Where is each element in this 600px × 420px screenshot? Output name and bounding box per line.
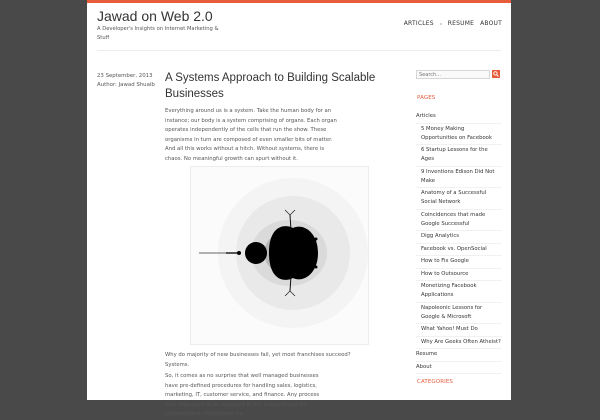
search-input[interactable] bbox=[416, 70, 490, 79]
pages-list bbox=[416, 111, 502, 374]
sidebar-page-link[interactable]: 9 Inventions Edison Did Not Make bbox=[416, 167, 502, 189]
top-accent-bar bbox=[87, 0, 511, 3]
post-paragraph: So, it comes as no surprise that well managed businesses have pre-defined procedures for handling sales, logistics, marketing, IT, customer service, and finance. Any process that may need to be repeated in the future should be systematized. Procedures are bbox=[165, 373, 320, 417]
search-form bbox=[416, 70, 500, 79]
sidebar-page-link[interactable]: How to Outsource bbox=[416, 269, 502, 282]
post-author[interactable]: Author: Jawad Shuaib bbox=[97, 82, 155, 88]
main-nav bbox=[404, 20, 502, 27]
sidebar-page-link[interactable]: Facebook vs. OpenSocial bbox=[416, 244, 502, 257]
header-divider bbox=[97, 50, 501, 51]
post-date: 23 September, 2013 bbox=[97, 73, 153, 79]
nav-resume[interactable]: RESUME bbox=[447, 20, 475, 27]
post-paragraph: Why do majority of new businesses fail, yet most franchises succeed? Systems. bbox=[165, 352, 351, 368]
sidebar-page-link[interactable]: Anatomy of a Successful Social Network bbox=[416, 188, 502, 210]
pages-widget-title: PAGES bbox=[417, 95, 436, 101]
page-container bbox=[87, 0, 511, 417]
sidebar-page-link[interactable]: Napoleonic Lessons for Google & Microsoft bbox=[416, 303, 502, 325]
categories-widget-title: CATEGORIES bbox=[417, 379, 454, 385]
nav-about[interactable]: ABOUT bbox=[480, 20, 502, 27]
sidebar-page-link[interactable]: Digg Analytics bbox=[416, 231, 502, 244]
post-meta bbox=[97, 72, 155, 90]
nav-articles[interactable]: ARTICLES bbox=[403, 20, 434, 27]
sidebar-page-link[interactable]: Resume bbox=[416, 349, 502, 362]
sidebar-page-link[interactable]: Articles bbox=[416, 111, 502, 124]
sidebar-page-link[interactable]: Coincidences that made Google Successful bbox=[416, 210, 502, 232]
sidebar-page-link[interactable]: 5 Money Making Opportunities on Facebook bbox=[416, 124, 502, 146]
sidebar-page-link[interactable]: What Yahoo! Must Do bbox=[416, 324, 502, 337]
site-title[interactable]: Jawad on Web 2.0 bbox=[97, 8, 213, 24]
search-button[interactable] bbox=[492, 70, 500, 78]
site-description: A Developer's Insights on Internet Marketing & Stuff bbox=[97, 26, 219, 41]
post-title[interactable]: A Systems Approach to Building Scalable Businesses bbox=[165, 72, 376, 100]
nav-separator bbox=[440, 23, 442, 25]
search-icon bbox=[492, 70, 500, 78]
sidebar-page-link[interactable]: 6 Startup Lessons for the Ages bbox=[416, 145, 502, 167]
mandelbrot-fractal-image bbox=[190, 166, 369, 345]
post-paragraph: Everything around us is a system. Take the human body for an instance; our body is a system comprising of organs. Each organ operates independently of the cells that run the show. These organisms in turn are composed of even smaller bits of matter. And all this works without a hitch. Without systems, there is chaos. No meaningful growth can spurt without it. bbox=[165, 108, 337, 162]
sidebar-page-link[interactable]: How to Fix Google bbox=[416, 256, 502, 269]
sidebar-page-link[interactable]: About bbox=[416, 362, 502, 375]
sidebar-page-link[interactable]: Monetizing Facebook Applications bbox=[416, 281, 502, 303]
sidebar-page-link[interactable]: Why Are Geeks Often Atheist? bbox=[416, 337, 502, 350]
